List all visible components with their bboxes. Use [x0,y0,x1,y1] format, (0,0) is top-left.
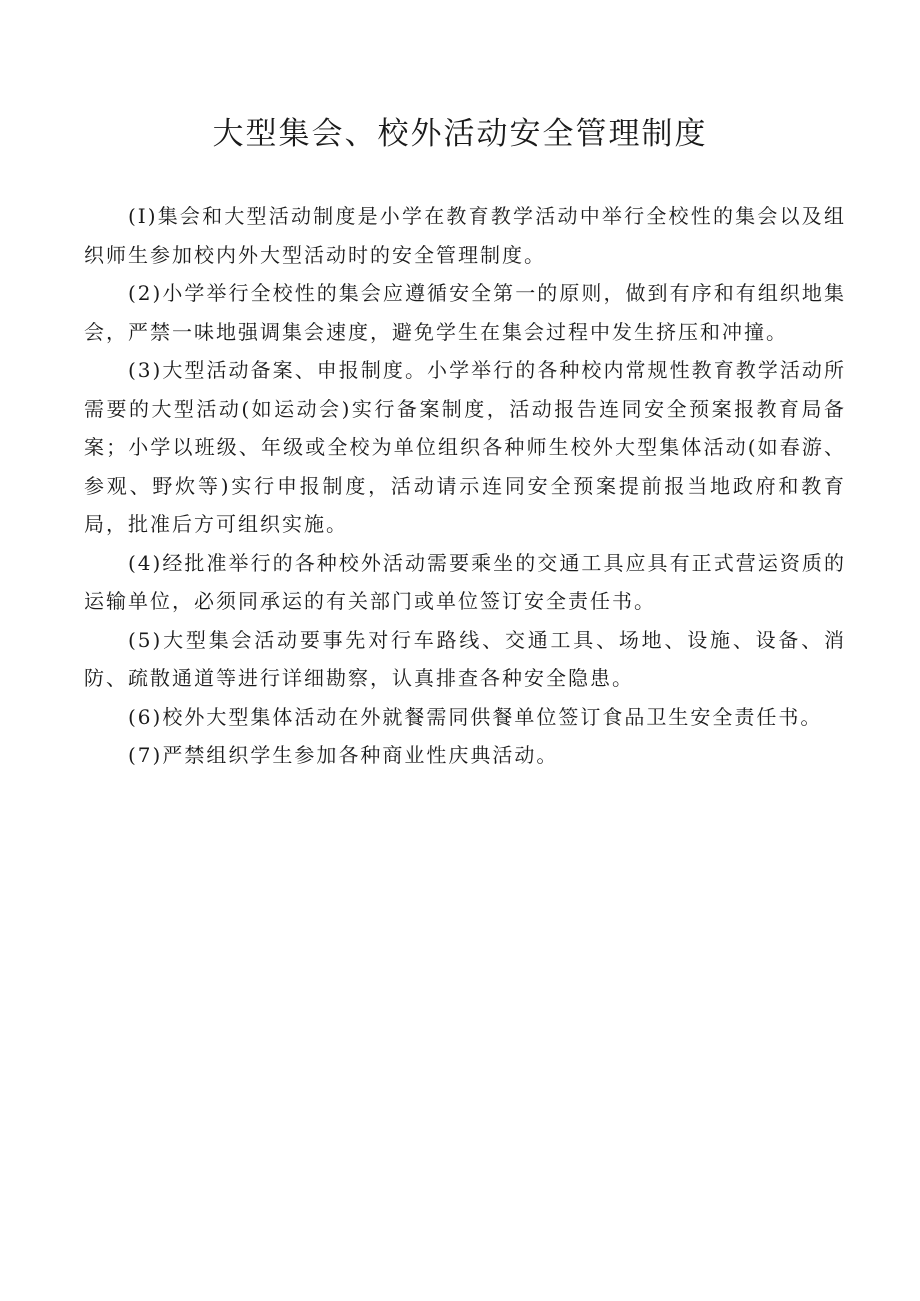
paragraph-2: (2)小学举行全校性的集会应遵循安全第一的原则，做到有序和有组织地集会，严禁一味地强调集会速度，避免学生在集会过程中发生挤压和冲撞。 [84,281,846,344]
document-title: 大型集会、校外活动安全管理制度 [212,116,708,152]
paragraph-1: (I)集会和大型活动制度是小学在教育教学活动中举行全校性的集会以及组织师生参加校内外大型活动时的安全管理制度。 [84,204,846,267]
paragraph-6: (6)校外大型集体活动在外就餐需同供餐单位签订食品卫生安全责任书。 [128,704,823,729]
paragraph-5: (5)大型集会活动要事先对行车路线、交通工具、场地、设施、设备、消防、疏散通道等进行详细勘察，认真排查各种安全隐患。 [84,627,846,690]
paragraph-4: (4)经批准举行的各种校外活动需要乘坐的交通工具应具有正式营运资质的运输单位，必须同承运的有关部门或单位签订安全责任书。 [84,550,846,613]
document-body [84,197,846,775]
paragraph-7: (7)严禁组织学生参加各种商业性庆典活动。 [128,743,559,767]
paragraph-3: (3)大型活动备案、申报制度。小学举行的各种校内常规性教育教学活动所需要的大型活动(如运动会)实行备案制度，活动报告连同安全预案报教育局备案；小学以班级、年级或全校为单位组织各种师生校外大型集体活动(如春游、参观、野炊等)实行申报制度，活动请示连同安全预案提前报当地政府和教育局，批准后方可组织实施。 [84,358,846,536]
